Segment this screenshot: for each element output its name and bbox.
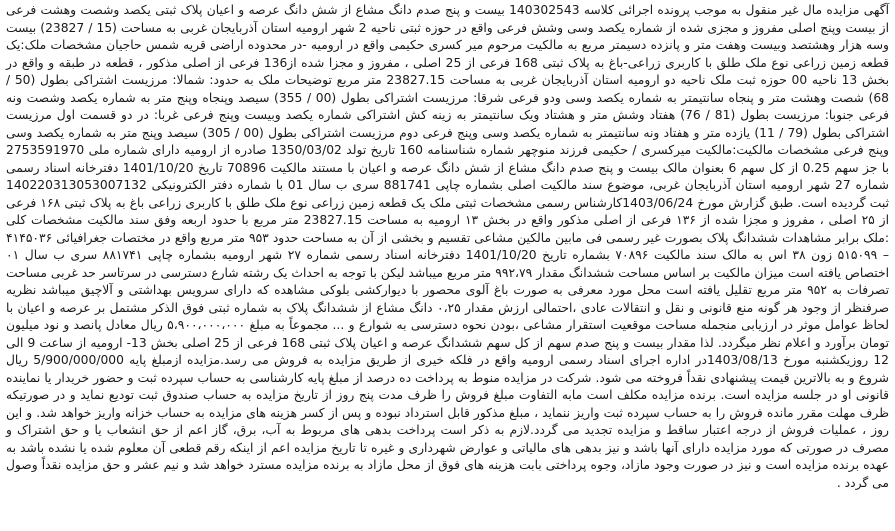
auction-notice-text: آگهی مزایده مال غیر منقول به موجب پرونده اجرائی کلاسه 140302543 بیست و پنج صدم دانگ مشاع از شش دانگ عرصه و اعیان پلاک ثبتی یکصد وشصت وهشت فرعی از بیست وپنج اصلی مفروز و مجزی شده از شماره یکصد وسی وشش فرعی واقع در حوزه ثبتی ناحیه 2 شهر ارومیه استان آذربایجان غربی به مساحت (15 / 23827) بیست وسه هزار وهشتصد وبیست وهفت متر و پانزده دسیمتر مربع به مالکیت مرحوم میر کسری حکیمی واقع در ارومیه -در محدوده اراضی قریه شمس حاجیان مشخصات ملک:یک قطعه زمین زراعی نوع ملک طلق با کاربری زراعی-باغ به پلاک ثبتی 168 فرعی از 25 اصلی ، مفروز و مجزا شده از136 فرعی از اصلی مذکور ، قطعه در طبقه و واقع در بخش 13 ناحیه 00 حوزه ثبت ملک ناحیه دو ارومیه استان آذربایجان غربی به مساحت 23827.15 متر مربع توضیحات ملک به حدود: شمالا: مرزیست اشتراکی بطول (50 / 68) شصت وهشت متر و پنجاه سانتیمتر به شماره یکصد وسی ودو فرعی شرقا: مرزیست اشتراکی بطول (00 / 355) سیصد وپنجاه وپنج متر به شماره یکصد وشصت ونه فرعی جنوبا: مرزیست بطول (81 / 76) هفتاد وشش متر و هشتاد ویک سانتیمتر به زینه کش اشتراکی شماره یکصد وبیست وپنج فرعی غربا: در دو قسمت اول مرزیست اشتراکی بطول (79 / 11) یازده متر و هفتاد ونه سانتیمتر به شماره یکصد وسی وپنج فرعی دوم مرزیست اشتراکی بطول (00 / 305) سیصد وپنج متر به شماره یکصد وسی وپنج فرعی مشخصات مالکیت:مالکیت میرکسری / حکیمی فرزند منوچهر شماره شناسنامه 160 تاریخ تولد 1350/03/02 صادره از ارومیه دارای شماره ملی 2753591970 با جز سهم 0.25 از کل سهم 6 بعنوان مالک بیست و پنج صدم دانگ مشاع از شش دانگ عرصه و اعیان با مستند مالکیت 70896 تاریخ 1401/10/20 دفترخانه اسناد رسمی شماره 27 شهر ارومیه استان آذربایجان غربی، موضوع سند مالکیت اصلی بشماره چاپی 881741 سری ب سال 01 با شماره دفتر الکترونیکی 140220313053007132 ثبت گردیده است. طبق گزارش مورخ 1403/06/24کارشناس رسمی مشخصات ثبتی ملک یک قطعه زمین زراعی نوع ملک طلق با کاربری زراعی باغ به پلاک ثبتی ۱۶۸ فرعی از ۲۵ اصلی ، مفروز و مجزا شده از ۱۳۶ فرعی از اصلی مذکور واقع در بخش ۱۳ ارومیه به مساحت 23827.15 متر مربع با حدود اربعه وفق سند مالکیت مشخصات کلی :ملک برابر مشاهدات ششدانگ پلاک بصورت غیر رسمی فی مابین مالکین مشاعی تقسیم و بخشی از آن به مساحت حدود ۹۵۳ متر مربع واقع در مختصات جغرافیائی ۴۱۴۵۰۳۶ – ۵۱۵۰۹۹ زون ۳۸ اس به مالک سند مالکیت ۷۰۸۹۶ بشماره تاریخ 1401/10/20 دفترخانه اسناد رسمی شماره ۲۷ شهر ارومیه بشماره چاپی ۸۸۱۷۴۱ سری ب سال ۰۱ اختصاص یافته است میزان مالکیت بر اساس مساحت ششدانگ مقدار ۹۹۲،۷۹ متر مربع میباشد لیکن با توجه به احداث یک رشته شارع دسترسی در سرتاسر حد غربی مساحت تصرفات به ۹۵۲ متر مربع تقلیل یافته است محل مورد معرفی به صورت باغ آلوی محصور با دیوارکشی بلوکی مشاهده که دارای سرویس بهداشتی و آلاچیق میباشد نظریه صرفنظر از وجود هر گونه منع قانونی و نقل و انتقالات عادی ،احتمالی ارزش مقدار ۰،۲۵ دانگ مشاع از ششدانگ پلاک به شماره ثبتی فوق الذکر مشتمل بر عرصه و اعیان با لحاظ عوامل موثر در ارزیابی منجمله مساحت موقعیت استقرار مشاعی ،بودن نحوه دسترسی به شوارع و ... مجموعاً به مبلغ ۵،۹۰۰،۰۰۰،۰۰۰ ریال معادل پانصد و نود میلیون تومان برآورد و اعلام نظر میگردد. لذا مقدار بیست و پنج صدم سهم از کل سهم ششدانگ عرصه و اعیان پلاک ثبتی 168 فرعی از 25 اصلی بخش 13- ارومیه از ساعت 9 الی 12 روزیکشنبه مورخ 1403/08/13در اداره اجرای اسناد رسمی ارومیه واقع در فلکه خیری از طریق مزایده به فروش می رسد.مزایده ازمبلغ پایه 5/900/000/000 ریال شروع و به بالاترین قیمت پیشنهادی نقداً فروخته می شود. شرکت در مزایده منوط به پرداخت ده درصد از مبلغ پایه کارشناسی به حساب سپرده ثبت و حضور خریدار یا نماینده قانونی او در جلسه مزایده است. برنده مزایده مکلف است مابه التفاوت مبلغ فروش را ظرف مدت پنج روز از تاریخ مزایده به حساب صندوق ثبت تودیع نماید و در صورتیکه ظرف مهلت مقرر مانده فروش را به حساب سپرده ثبت واریز ننماید ، مبلغ مذکور قابل استرداد نبوده و پس از کسر هزینه های مزایده به حساب خزانه واریز خواهد شد. و این روز ، عملیات فروش از درجه اعتبار ساقط و مزایده تجدید می گردد.لازم به ذکر است پرداخت بدهی های مربوط به آب، برق، گاز اعم از حق انشعاب یا و حق اشتراک و مصرف در صورتی که مورد مزایده دارای آنها باشد و نیز بدهی های مالیاتی و عوارض شهرداری و غیره تا تاریخ مزایده اعم از اینکه رقم قطعی آن معلوم شده یا نشده باشد به عهده برنده مزایده است و نیز در صورت وجود مازاد، وجوه پرداختی بابت هزینه های فوق از محل مازاد به برنده مزایده مسترد خواهد شد و نیم عشر و حق مزایده نقداً وصول می گردد . xyxy=(6,3,890,490)
